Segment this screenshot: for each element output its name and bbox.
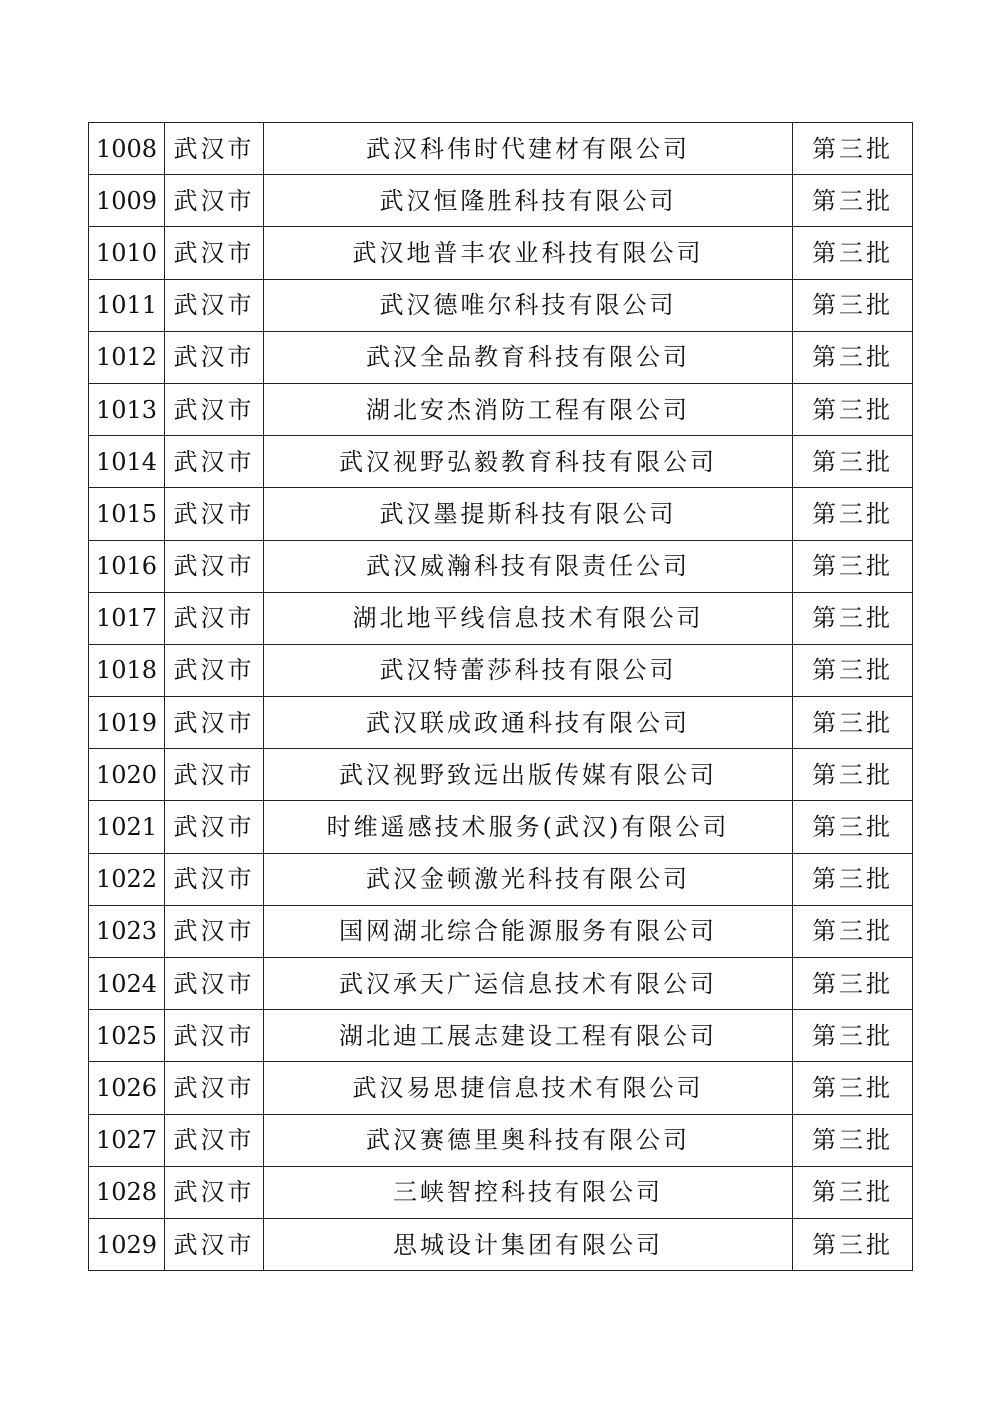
table-row bbox=[89, 488, 913, 540]
company-list-table bbox=[88, 122, 913, 1271]
company-name-cell: 武汉地普丰农业科技有限公司 bbox=[264, 227, 793, 279]
company-name-cell: 武汉科伟时代建材有限公司 bbox=[264, 123, 793, 175]
batch-cell: 第三批 bbox=[793, 1062, 913, 1114]
city-cell: 武汉市 bbox=[165, 383, 264, 435]
row-number: 1018 bbox=[89, 644, 165, 696]
company-name-cell: 思城设计集团有限公司 bbox=[264, 1218, 793, 1270]
table-row bbox=[89, 1218, 913, 1270]
row-number: 1022 bbox=[89, 853, 165, 905]
document-page bbox=[88, 122, 912, 1271]
table-row bbox=[89, 1114, 913, 1166]
table-row bbox=[89, 227, 913, 279]
table-row bbox=[89, 175, 913, 227]
table-row bbox=[89, 1166, 913, 1218]
batch-cell: 第三批 bbox=[793, 592, 913, 644]
row-number: 1027 bbox=[89, 1114, 165, 1166]
row-number: 1026 bbox=[89, 1062, 165, 1114]
table-row bbox=[89, 905, 913, 957]
row-number: 1008 bbox=[89, 123, 165, 175]
city-cell: 武汉市 bbox=[165, 331, 264, 383]
row-number: 1011 bbox=[89, 279, 165, 331]
batch-cell: 第三批 bbox=[793, 436, 913, 488]
table-row bbox=[89, 958, 913, 1010]
city-cell: 武汉市 bbox=[165, 227, 264, 279]
row-number: 1020 bbox=[89, 749, 165, 801]
table-row bbox=[89, 436, 913, 488]
company-name-cell: 武汉承天广运信息技术有限公司 bbox=[264, 958, 793, 1010]
table-row bbox=[89, 1010, 913, 1062]
table-row bbox=[89, 383, 913, 435]
batch-cell: 第三批 bbox=[793, 853, 913, 905]
row-number: 1012 bbox=[89, 331, 165, 383]
city-cell: 武汉市 bbox=[165, 175, 264, 227]
row-number: 1024 bbox=[89, 958, 165, 1010]
city-cell: 武汉市 bbox=[165, 801, 264, 853]
row-number: 1015 bbox=[89, 488, 165, 540]
batch-cell: 第三批 bbox=[793, 540, 913, 592]
batch-cell: 第三批 bbox=[793, 488, 913, 540]
batch-cell: 第三批 bbox=[793, 227, 913, 279]
row-number: 1009 bbox=[89, 175, 165, 227]
company-name-cell: 武汉视野弘毅教育科技有限公司 bbox=[264, 436, 793, 488]
city-cell: 武汉市 bbox=[165, 1218, 264, 1270]
batch-cell: 第三批 bbox=[793, 279, 913, 331]
city-cell: 武汉市 bbox=[165, 1010, 264, 1062]
company-name-cell: 武汉联成政通科技有限公司 bbox=[264, 697, 793, 749]
city-cell: 武汉市 bbox=[165, 958, 264, 1010]
table-row bbox=[89, 853, 913, 905]
batch-cell: 第三批 bbox=[793, 644, 913, 696]
batch-cell: 第三批 bbox=[793, 1166, 913, 1218]
table-row bbox=[89, 123, 913, 175]
city-cell: 武汉市 bbox=[165, 1166, 264, 1218]
batch-cell: 第三批 bbox=[793, 905, 913, 957]
city-cell: 武汉市 bbox=[165, 436, 264, 488]
city-cell: 武汉市 bbox=[165, 1114, 264, 1166]
row-number: 1017 bbox=[89, 592, 165, 644]
company-name-cell: 武汉全品教育科技有限公司 bbox=[264, 331, 793, 383]
row-number: 1028 bbox=[89, 1166, 165, 1218]
table-row bbox=[89, 331, 913, 383]
row-number: 1025 bbox=[89, 1010, 165, 1062]
table-row bbox=[89, 801, 913, 853]
city-cell: 武汉市 bbox=[165, 123, 264, 175]
row-number: 1014 bbox=[89, 436, 165, 488]
table-row bbox=[89, 697, 913, 749]
city-cell: 武汉市 bbox=[165, 644, 264, 696]
city-cell: 武汉市 bbox=[165, 592, 264, 644]
batch-cell: 第三批 bbox=[793, 331, 913, 383]
company-name-cell: 湖北安杰消防工程有限公司 bbox=[264, 383, 793, 435]
company-name-cell: 武汉易思捷信息技术有限公司 bbox=[264, 1062, 793, 1114]
row-number: 1023 bbox=[89, 905, 165, 957]
batch-cell: 第三批 bbox=[793, 383, 913, 435]
company-name-cell: 国网湖北综合能源服务有限公司 bbox=[264, 905, 793, 957]
city-cell: 武汉市 bbox=[165, 1062, 264, 1114]
city-cell: 武汉市 bbox=[165, 853, 264, 905]
company-name-cell: 武汉威瀚科技有限责任公司 bbox=[264, 540, 793, 592]
row-number: 1019 bbox=[89, 697, 165, 749]
city-cell: 武汉市 bbox=[165, 279, 264, 331]
row-number: 1016 bbox=[89, 540, 165, 592]
company-name-cell: 武汉墨提斯科技有限公司 bbox=[264, 488, 793, 540]
batch-cell: 第三批 bbox=[793, 749, 913, 801]
table-row bbox=[89, 592, 913, 644]
city-cell: 武汉市 bbox=[165, 749, 264, 801]
batch-cell: 第三批 bbox=[793, 958, 913, 1010]
city-cell: 武汉市 bbox=[165, 488, 264, 540]
company-name-cell: 时维遥感技术服务(武汉)有限公司 bbox=[264, 801, 793, 853]
company-name-cell: 武汉特蕾莎科技有限公司 bbox=[264, 644, 793, 696]
company-name-cell: 湖北地平线信息技术有限公司 bbox=[264, 592, 793, 644]
company-name-cell: 武汉赛德里奥科技有限公司 bbox=[264, 1114, 793, 1166]
city-cell: 武汉市 bbox=[165, 697, 264, 749]
batch-cell: 第三批 bbox=[793, 175, 913, 227]
city-cell: 武汉市 bbox=[165, 540, 264, 592]
company-name-cell: 武汉视野致远出版传媒有限公司 bbox=[264, 749, 793, 801]
row-number: 1029 bbox=[89, 1218, 165, 1270]
batch-cell: 第三批 bbox=[793, 1010, 913, 1062]
batch-cell: 第三批 bbox=[793, 1114, 913, 1166]
company-name-cell: 三峡智控科技有限公司 bbox=[264, 1166, 793, 1218]
row-number: 1010 bbox=[89, 227, 165, 279]
city-cell: 武汉市 bbox=[165, 905, 264, 957]
batch-cell: 第三批 bbox=[793, 801, 913, 853]
table-row bbox=[89, 644, 913, 696]
table-row bbox=[89, 749, 913, 801]
company-name-cell: 湖北迪工展志建设工程有限公司 bbox=[264, 1010, 793, 1062]
company-name-cell: 武汉德唯尔科技有限公司 bbox=[264, 279, 793, 331]
row-number: 1013 bbox=[89, 383, 165, 435]
row-number: 1021 bbox=[89, 801, 165, 853]
table-row bbox=[89, 1062, 913, 1114]
table-row bbox=[89, 279, 913, 331]
batch-cell: 第三批 bbox=[793, 697, 913, 749]
batch-cell: 第三批 bbox=[793, 123, 913, 175]
table-row bbox=[89, 540, 913, 592]
company-name-cell: 武汉金顿激光科技有限公司 bbox=[264, 853, 793, 905]
batch-cell: 第三批 bbox=[793, 1218, 913, 1270]
company-name-cell: 武汉恒隆胜科技有限公司 bbox=[264, 175, 793, 227]
